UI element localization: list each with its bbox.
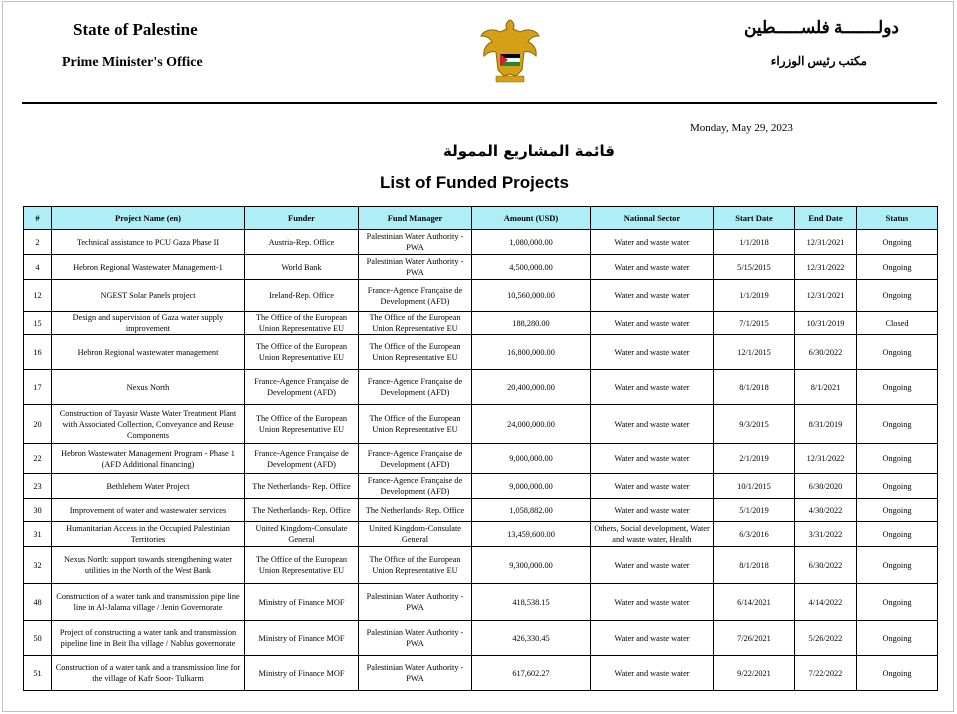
cell-num: 23 [24, 474, 52, 499]
cell-start: 6/14/2021 [714, 584, 795, 621]
cell-sector: Water and waste water [591, 656, 714, 691]
cell-amount: 13,459,600.00 [472, 522, 591, 547]
table-row [24, 312, 938, 335]
cell-end: 12/31/2022 [795, 255, 857, 280]
cell-sector: Water and waste water [591, 312, 714, 335]
cell-funder: The Netherlands- Rep. Office [245, 474, 359, 499]
cell-funder: The Office of the European Union Representative EU [245, 547, 359, 584]
table-row [24, 370, 938, 405]
cell-amount: 9,000,000.00 [472, 474, 591, 499]
cell-end: 4/14/2022 [795, 584, 857, 621]
table-row [24, 230, 938, 255]
cell-end: 12/31/2022 [795, 444, 857, 474]
cell-manager: The Office of the European Union Representative EU [359, 335, 472, 370]
cell-sector: Water and waste water [591, 255, 714, 280]
cell-funder: Ministry of Finance MOF [245, 584, 359, 621]
cell-funder: Ministry of Finance MOF [245, 656, 359, 691]
table-row [24, 335, 938, 370]
cell-start: 1/1/2018 [714, 230, 795, 255]
cell-project: Construction of a water tank and transmission pipe line line in Al-Jalama village / Jenin Governorate [52, 584, 245, 621]
header-left-title: State of Palestine [73, 20, 198, 39]
cell-start: 9/22/2021 [714, 656, 795, 691]
cell-project: Technical assistance to PCU Gaza Phase II [52, 230, 245, 255]
cell-funder: United Kingdom-Consulate General [245, 522, 359, 547]
cell-manager: France-Agence Française de Development (AFD) [359, 444, 472, 474]
cell-funder: France-Agence Française de Development (AFD) [245, 370, 359, 405]
cell-funder: The Office of the European Union Representative EU [245, 405, 359, 444]
cell-amount: 418,538.15 [472, 584, 591, 621]
cell-project: Design and supervision of Gaza water supply improvement [52, 312, 245, 335]
header-right-title: دولـــــــة فلســـــطين [743, 18, 899, 37]
cell-amount: 188,280.00 [472, 312, 591, 335]
cell-amount: 10,560,000.00 [472, 280, 591, 312]
cell-end: 4/30/2022 [795, 499, 857, 522]
cell-status: Ongoing [857, 255, 938, 280]
cell-status: Ongoing [857, 584, 938, 621]
cell-manager: France-Agence Française de Development (AFD) [359, 370, 472, 405]
cell-num: 12 [24, 280, 52, 312]
cell-start: 1/1/2019 [714, 280, 795, 312]
cell-num: 17 [24, 370, 52, 405]
table-row [24, 444, 938, 474]
cell-num: 16 [24, 335, 52, 370]
column-header: # [24, 207, 52, 230]
cell-end: 6/30/2022 [795, 547, 857, 584]
cell-sector: Water and waste water [591, 405, 714, 444]
cell-sector: Water and waste water [591, 499, 714, 522]
cell-start: 7/1/2015 [714, 312, 795, 335]
cell-start: 9/3/2015 [714, 405, 795, 444]
cell-start: 12/1/2015 [714, 335, 795, 370]
cell-num: 50 [24, 621, 52, 656]
cell-manager: Palestinian Water Authority - PWA [359, 230, 472, 255]
table-row [24, 621, 938, 656]
table-row [24, 474, 938, 499]
column-header: Project Name (en) [52, 207, 245, 230]
cell-amount: 9,300,000.00 [472, 547, 591, 584]
cell-funder: The Office of the European Union Representative EU [245, 335, 359, 370]
cell-manager: Palestinian Water Authority - PWA [359, 255, 472, 280]
cell-amount: 20,400,000.00 [472, 370, 591, 405]
table-header-row [24, 207, 938, 230]
cell-amount: 1,080,000.00 [472, 230, 591, 255]
cell-num: 22 [24, 444, 52, 474]
cell-sector: Water and waste water [591, 584, 714, 621]
cell-start: 2/1/2019 [714, 444, 795, 474]
table-row [24, 280, 938, 312]
cell-status: Closed [857, 312, 938, 335]
cell-project: Improvement of water and wastewater services [52, 499, 245, 522]
cell-sector: Water and waste water [591, 370, 714, 405]
column-header: Start Date [714, 207, 795, 230]
cell-start: 8/1/2018 [714, 547, 795, 584]
cell-manager: United Kingdom-Consulate General [359, 522, 472, 547]
cell-status: Ongoing [857, 522, 938, 547]
cell-num: 30 [24, 499, 52, 522]
cell-status: Ongoing [857, 405, 938, 444]
cell-project: Hebron Regional wastewater management [52, 335, 245, 370]
cell-end: 6/30/2022 [795, 335, 857, 370]
cell-status: Ongoing [857, 335, 938, 370]
cell-sector: Water and waste water [591, 474, 714, 499]
cell-amount: 1,058,882.00 [472, 499, 591, 522]
cell-manager: Palestinian Water Authority - PWA [359, 621, 472, 656]
table-row [24, 499, 938, 522]
eagle-emblem-icon [478, 14, 542, 86]
table-row [24, 255, 938, 280]
cell-funder: World Bank [245, 255, 359, 280]
cell-sector: Water and waste water [591, 230, 714, 255]
cell-manager: France-Agence Française de Development (AFD) [359, 280, 472, 312]
cell-start: 10/1/2015 [714, 474, 795, 499]
cell-status: Ongoing [857, 499, 938, 522]
cell-amount: 4,500,000.00 [472, 255, 591, 280]
cell-funder: Ireland-Rep. Office [245, 280, 359, 312]
cell-num: 48 [24, 584, 52, 621]
cell-sector: Water and waste water [591, 547, 714, 584]
cell-sector: Water and waste water [591, 444, 714, 474]
header-left-subtitle: Prime Minister's Office [62, 55, 203, 70]
cell-project: Humanitarian Access in the Occupied Palestinian Territories [52, 522, 245, 547]
cell-num: 15 [24, 312, 52, 335]
table-row [24, 547, 938, 584]
cell-num: 20 [24, 405, 52, 444]
column-header: End Date [795, 207, 857, 230]
table-row [24, 584, 938, 621]
cell-start: 8/1/2018 [714, 370, 795, 405]
column-header: Amount (USD) [472, 207, 591, 230]
projects-table [23, 206, 938, 691]
cell-amount: 24,000,000.00 [472, 405, 591, 444]
cell-funder: The Netherlands- Rep. Office [245, 499, 359, 522]
cell-manager: Palestinian Water Authority - PWA [359, 584, 472, 621]
cell-project: Hebron Regional Wastewater Management-1 [52, 255, 245, 280]
cell-end: 7/22/2022 [795, 656, 857, 691]
cell-num: 32 [24, 547, 52, 584]
cell-manager: The Office of the European Union Representative EU [359, 547, 472, 584]
cell-num: 31 [24, 522, 52, 547]
cell-project: Bethlehem Water Project [52, 474, 245, 499]
cell-amount: 426,330.45 [472, 621, 591, 656]
header-right-subtitle: مكتب رئيس الوزراء [770, 54, 867, 68]
cell-num: 51 [24, 656, 52, 691]
title-arabic: قائمة المشاريع الممولة [443, 142, 615, 160]
cell-project: Construction of Tayasir Waste Water Treatment Plant with Associated Collection, Conveyance and Reuse Components [52, 405, 245, 444]
report-date: Monday, May 29, 2023 [690, 122, 793, 134]
cell-status: Ongoing [857, 280, 938, 312]
cell-project: Project of constructing a water tank and transmission pipeline line in Beit Iba village / Nablus governorate [52, 621, 245, 656]
cell-start: 5/1/2019 [714, 499, 795, 522]
cell-end: 6/30/2020 [795, 474, 857, 499]
cell-num: 4 [24, 255, 52, 280]
column-header: National Sector [591, 207, 714, 230]
header-divider [22, 102, 937, 104]
cell-manager: Palestinian Water Authority - PWA [359, 656, 472, 691]
cell-sector: Water and waste water [591, 280, 714, 312]
cell-start: 5/15/2015 [714, 255, 795, 280]
cell-end: 12/31/2021 [795, 280, 857, 312]
cell-status: Ongoing [857, 230, 938, 255]
cell-num: 2 [24, 230, 52, 255]
cell-status: Ongoing [857, 621, 938, 656]
cell-start: 7/26/2021 [714, 621, 795, 656]
cell-funder: Austria-Rep. Office [245, 230, 359, 255]
cell-end: 12/31/2021 [795, 230, 857, 255]
cell-start: 6/3/2016 [714, 522, 795, 547]
cell-project: Construction of a water tank and a transmission line for the village of Kafr Soor- Tulkarm [52, 656, 245, 691]
cell-manager: The Office of the European Union Representative EU [359, 405, 472, 444]
cell-status: Ongoing [857, 547, 938, 584]
table-row [24, 405, 938, 444]
cell-status: Ongoing [857, 474, 938, 499]
title-english: List of Funded Projects [380, 173, 569, 192]
cell-project: Nexus North [52, 370, 245, 405]
cell-funder: France-Agence Française de Development (AFD) [245, 444, 359, 474]
cell-status: Ongoing [857, 444, 938, 474]
cell-amount: 617,602.27 [472, 656, 591, 691]
cell-end: 5/26/2022 [795, 621, 857, 656]
cell-manager: The Office of the European Union Representative EU [359, 312, 472, 335]
column-header: Status [857, 207, 938, 230]
cell-manager: France-Agence Française de Development (AFD) [359, 474, 472, 499]
cell-status: Ongoing [857, 656, 938, 691]
cell-funder: Ministry of Finance MOF [245, 621, 359, 656]
cell-end: 8/1/2021 [795, 370, 857, 405]
cell-end: 10/31/2019 [795, 312, 857, 335]
column-header: Funder [245, 207, 359, 230]
cell-funder: The Office of the European Union Representative EU [245, 312, 359, 335]
cell-amount: 16,800,000.00 [472, 335, 591, 370]
cell-project: Hebron Wastewater Management Program - Phase 1 (AFD Additional financing) [52, 444, 245, 474]
cell-amount: 9,000,000.00 [472, 444, 591, 474]
table-row [24, 522, 938, 547]
column-header: Fund Manager [359, 207, 472, 230]
cell-sector: Others, Social development, Water and waste water, Health [591, 522, 714, 547]
cell-status: Ongoing [857, 370, 938, 405]
cell-project: NGEST Solar Panels project [52, 280, 245, 312]
cell-manager: The Netherlands- Rep. Office [359, 499, 472, 522]
cell-sector: Water and waste water [591, 621, 714, 656]
cell-sector: Water and waste water [591, 335, 714, 370]
cell-project: Nexus North: support towards strengthening water utilities in the North of the West Bank [52, 547, 245, 584]
table-row [24, 656, 938, 691]
cell-end: 8/31/2019 [795, 405, 857, 444]
cell-end: 3/31/2022 [795, 522, 857, 547]
